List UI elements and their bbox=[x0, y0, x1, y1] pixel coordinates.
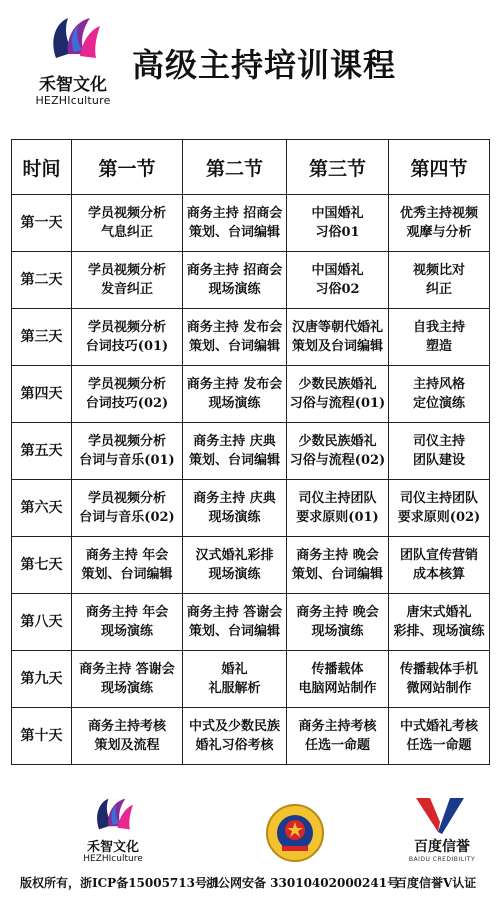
table-cell bbox=[183, 651, 287, 708]
cell-line: 中式婚礼考核 bbox=[399, 719, 478, 734]
cell-line: 中国婚礼 bbox=[311, 206, 364, 221]
table-cell bbox=[389, 480, 490, 537]
day-label: 第五天 bbox=[12, 423, 72, 480]
day-label: 第三天 bbox=[12, 309, 72, 366]
cell-line: 汉式婚礼彩排 bbox=[195, 548, 274, 563]
cell-line: 商务主持 招商会 bbox=[186, 263, 283, 278]
course-schedule-table bbox=[11, 139, 490, 765]
cell-line: 商务主持 年会 bbox=[85, 605, 169, 620]
table-cell bbox=[72, 252, 183, 309]
brand-name-cn: 禾智文化 bbox=[39, 75, 107, 95]
page-title: 高级主持培训课程 bbox=[132, 46, 397, 84]
table-row bbox=[12, 252, 490, 309]
header-session-4: 第四节 bbox=[389, 140, 490, 195]
table-row bbox=[12, 651, 490, 708]
cell-line: 现场演练 bbox=[100, 624, 153, 639]
cell-line: 现场演练 bbox=[208, 510, 261, 525]
table-row bbox=[12, 366, 490, 423]
cell-line: 中国婚礼 bbox=[311, 263, 364, 278]
table-cell bbox=[389, 537, 490, 594]
cell-line: 商务主持 晚会 bbox=[296, 605, 379, 620]
table-cell bbox=[389, 309, 490, 366]
cell-line: 策划、台词编辑 bbox=[81, 567, 173, 582]
police-record-text: 浙公网安备 33010402000241号 bbox=[206, 876, 400, 890]
table-row bbox=[12, 480, 490, 537]
cell-line: 商务主持 答谢会 bbox=[186, 605, 283, 620]
table-cell bbox=[287, 423, 389, 480]
day-label: 第二天 bbox=[12, 252, 72, 309]
copyright-text: 版权所有，浙ICP备15005713号-1 bbox=[20, 876, 221, 890]
cell-line: 策划及台词编辑 bbox=[291, 339, 383, 354]
cell-line: 发音纠正 bbox=[100, 282, 153, 297]
baidu-name-cn: 百度信誉 bbox=[414, 839, 470, 855]
cell-line: 气息纠正 bbox=[100, 225, 153, 240]
cell-line: 中式及少数民族 bbox=[188, 719, 280, 734]
cell-line: 学员视频分析 bbox=[87, 377, 166, 392]
cell-line: 学员视频分析 bbox=[87, 434, 166, 449]
cell-line: 现场演练 bbox=[100, 681, 153, 696]
table-row bbox=[12, 195, 490, 252]
cell-line: 商务主持考核 bbox=[298, 719, 377, 734]
footer-brand-logo bbox=[68, 794, 158, 864]
cell-line: 策划、台词编辑 bbox=[188, 453, 280, 468]
table-cell bbox=[287, 195, 389, 252]
cell-line: 策划、台词编辑 bbox=[188, 339, 280, 354]
table-cell bbox=[183, 366, 287, 423]
baidu-credibility-logo bbox=[402, 796, 482, 872]
cell-line: 彩排、现场演练 bbox=[393, 624, 485, 639]
table-cell bbox=[287, 252, 389, 309]
day-label: 第七天 bbox=[12, 537, 72, 594]
cell-line: 商务主持 发布会 bbox=[186, 320, 283, 335]
cell-line: 任选一命题 bbox=[406, 738, 472, 753]
cell-line: 传播载体手机 bbox=[399, 662, 478, 677]
table-row bbox=[12, 708, 490, 765]
cell-line: 学员视频分析 bbox=[87, 206, 166, 221]
hezhi-logo-icon bbox=[90, 794, 136, 834]
table-cell bbox=[72, 594, 183, 651]
footer-brand-name-en: HEZHIculture bbox=[83, 854, 143, 864]
table-cell bbox=[389, 423, 490, 480]
cell-line: 视频比对 bbox=[412, 263, 465, 278]
cell-line: 婚礼 bbox=[221, 662, 248, 677]
table-cell bbox=[389, 708, 490, 765]
cell-line: 观摩与分析 bbox=[406, 225, 472, 240]
cell-line: 塑造 bbox=[425, 339, 452, 354]
cell-line: 司仪主持 bbox=[412, 434, 465, 449]
table-cell bbox=[287, 366, 389, 423]
brand-name-en: HEZHIculture bbox=[35, 94, 111, 107]
cell-line: 学员视频分析 bbox=[87, 263, 166, 278]
baidu-v-icon bbox=[414, 796, 466, 836]
cell-line: 商务主持 年会 bbox=[85, 548, 169, 563]
cell-line: 策划及流程 bbox=[94, 738, 160, 753]
day-label: 第九天 bbox=[12, 651, 72, 708]
cell-line: 学员视频分析 bbox=[87, 320, 166, 335]
cell-line: 现场演练 bbox=[208, 282, 261, 297]
cell-line: 少数民族婚礼 bbox=[298, 434, 377, 449]
cell-line: 商务主持考核 bbox=[87, 719, 166, 734]
table-cell bbox=[72, 480, 183, 537]
cell-line: 少数民族婚礼 bbox=[298, 377, 377, 392]
cell-line: 习俗与流程(01) bbox=[289, 396, 386, 411]
table-row bbox=[12, 309, 490, 366]
cell-line: 策划、台词编辑 bbox=[188, 624, 280, 639]
cell-line: 商务主持 答谢会 bbox=[79, 662, 175, 677]
table-cell bbox=[183, 423, 287, 480]
table-cell bbox=[72, 537, 183, 594]
table-cell bbox=[72, 651, 183, 708]
table-cell bbox=[389, 651, 490, 708]
day-label: 第八天 bbox=[12, 594, 72, 651]
cell-line: 司仪主持团队 bbox=[399, 491, 478, 506]
cell-line: 策划、台词编辑 bbox=[291, 567, 383, 582]
cell-line: 定位演练 bbox=[412, 396, 465, 411]
table-cell bbox=[183, 195, 287, 252]
header-time: 时间 bbox=[12, 140, 72, 195]
table-cell bbox=[72, 195, 183, 252]
day-label: 第四天 bbox=[12, 366, 72, 423]
table-cell bbox=[389, 366, 490, 423]
table-cell bbox=[287, 537, 389, 594]
cell-line: 台词技巧(02) bbox=[85, 396, 169, 411]
cell-line: 优秀主持视频 bbox=[399, 206, 478, 221]
cell-line: 唐宋式婚礼 bbox=[406, 605, 472, 620]
cell-line: 汉唐等朝代婚礼 bbox=[291, 320, 383, 335]
cell-line: 礼服解析 bbox=[208, 681, 261, 696]
header-session-1: 第一节 bbox=[72, 140, 183, 195]
table-cell bbox=[72, 423, 183, 480]
table-cell bbox=[183, 537, 287, 594]
police-emblem-icon bbox=[262, 800, 328, 866]
day-label: 第六天 bbox=[12, 480, 72, 537]
cell-line: 团队建设 bbox=[412, 453, 465, 468]
cell-line: 司仪主持团队 bbox=[298, 491, 377, 506]
page-header bbox=[0, 0, 500, 120]
table-cell bbox=[287, 651, 389, 708]
table-cell bbox=[183, 480, 287, 537]
day-label: 第一天 bbox=[12, 195, 72, 252]
cell-line: 团队宣传营销 bbox=[399, 548, 478, 563]
table-cell bbox=[287, 594, 389, 651]
table-cell bbox=[287, 708, 389, 765]
footer-brand-name-cn: 禾智文化 bbox=[86, 840, 139, 855]
cell-line: 台词与音乐(01) bbox=[79, 453, 175, 468]
cell-line: 学员视频分析 bbox=[87, 491, 166, 506]
table-row bbox=[12, 423, 490, 480]
cell-line: 商务主持 发布会 bbox=[186, 377, 283, 392]
hezhi-logo-icon bbox=[46, 12, 102, 64]
table-cell bbox=[389, 195, 490, 252]
cell-line: 习俗02 bbox=[315, 282, 360, 297]
cell-line: 策划、台词编辑 bbox=[188, 225, 280, 240]
header-session-3: 第三节 bbox=[287, 140, 389, 195]
cell-line: 习俗01 bbox=[315, 225, 360, 240]
cell-line: 台词与音乐(02) bbox=[79, 510, 175, 525]
baidu-cert-text: 百度信誉V认证 bbox=[395, 876, 477, 890]
table-cell bbox=[287, 480, 389, 537]
cell-line: 主持风格 bbox=[412, 377, 465, 392]
table-row bbox=[12, 537, 490, 594]
cell-line: 要求原则(01) bbox=[296, 510, 379, 525]
table-cell bbox=[287, 309, 389, 366]
cell-line: 现场演练 bbox=[208, 567, 261, 582]
table-cell bbox=[183, 594, 287, 651]
cell-line: 商务主持 晚会 bbox=[296, 548, 379, 563]
table-cell bbox=[72, 309, 183, 366]
table-cell bbox=[183, 252, 287, 309]
table-cell bbox=[389, 594, 490, 651]
cell-line: 现场演练 bbox=[208, 396, 261, 411]
baidu-name-en: BAIDU CREDIBILITY bbox=[408, 856, 476, 863]
day-label: 第十天 bbox=[12, 708, 72, 765]
header-session-2: 第二节 bbox=[183, 140, 287, 195]
cell-line: 自我主持 bbox=[412, 320, 465, 335]
table-cell bbox=[72, 708, 183, 765]
cell-line: 现场演练 bbox=[311, 624, 364, 639]
table-header-row bbox=[12, 140, 490, 195]
cell-line: 婚礼习俗考核 bbox=[195, 738, 274, 753]
cell-line: 商务主持 招商会 bbox=[186, 206, 283, 221]
cell-line: 成本核算 bbox=[412, 567, 465, 582]
brand-logo bbox=[28, 10, 118, 110]
table-cell bbox=[72, 366, 183, 423]
cell-line: 台词技巧(01) bbox=[85, 339, 169, 354]
table-cell bbox=[183, 708, 287, 765]
cell-line: 传播载体 bbox=[311, 662, 364, 677]
cell-line: 要求原则(02) bbox=[397, 510, 481, 525]
cell-line: 纠正 bbox=[425, 282, 452, 297]
cell-line: 商务主持 庆典 bbox=[193, 434, 276, 449]
cell-line: 习俗与流程(02) bbox=[289, 453, 386, 468]
cell-line: 商务主持 庆典 bbox=[193, 491, 276, 506]
page-footer bbox=[0, 790, 500, 900]
table-cell bbox=[389, 252, 490, 309]
cell-line: 微网站制作 bbox=[406, 681, 472, 696]
table-row bbox=[12, 594, 490, 651]
cell-line: 任选一命题 bbox=[304, 738, 370, 753]
cell-line: 电脑网站制作 bbox=[298, 681, 377, 696]
table-cell bbox=[183, 309, 287, 366]
